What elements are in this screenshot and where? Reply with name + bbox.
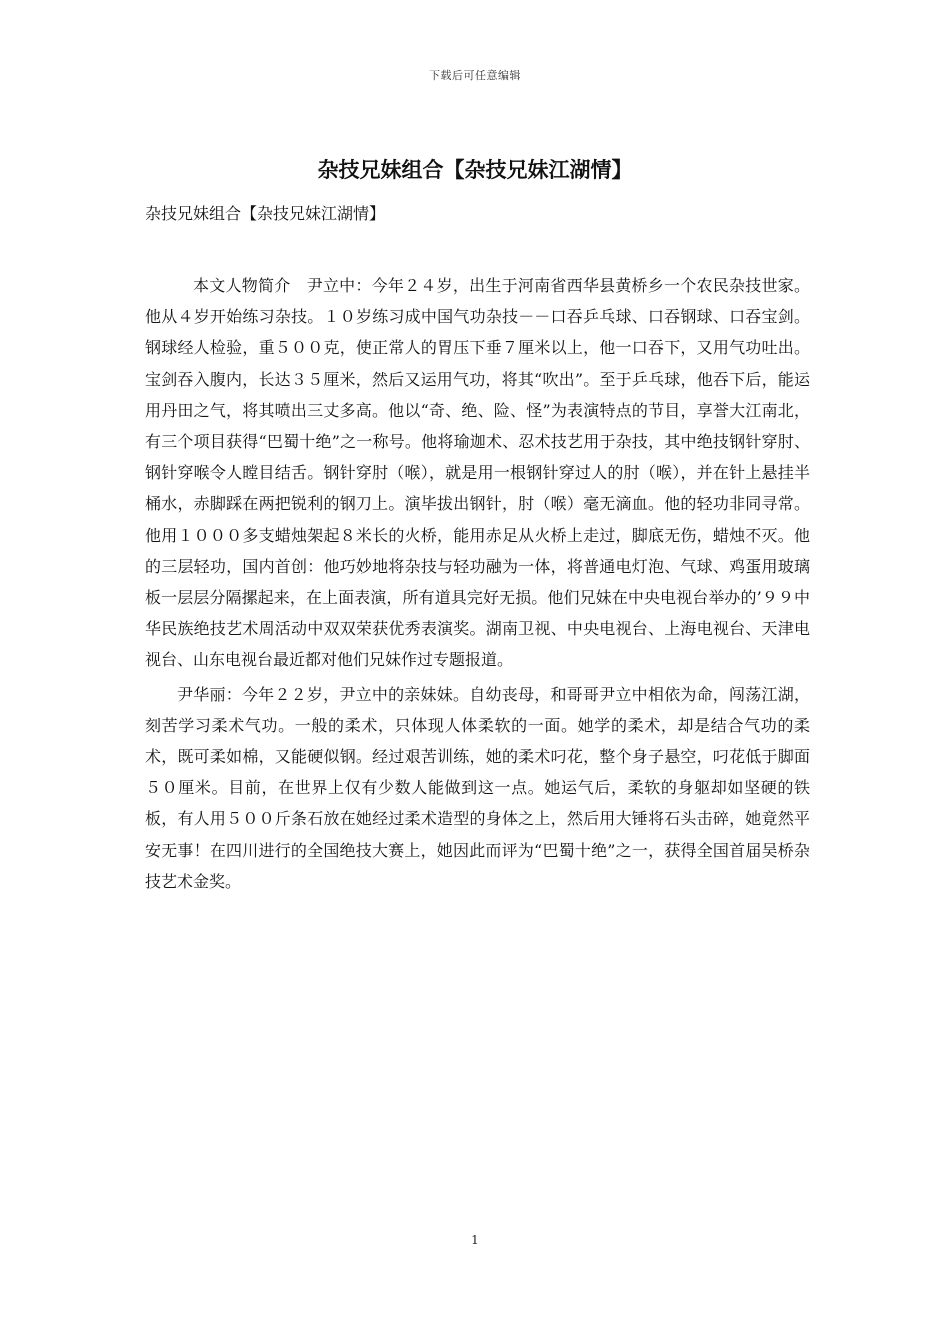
paragraph-yin-huali: 尹华丽：今年２２岁，尹立中的亲妹妹。自幼丧母，和哥哥尹立中相依为命，闯荡江湖，刻苦学习柔术气功。一般的柔术，只体现人体柔软的一面。她学的柔术，却是结合气功的柔术，既可柔如棉，又能硬似钢。经过艰苦训练，她的柔术叼花，整个身子悬空，叼花低于脚面５０厘米。目前，在世界上仅有少数人能做到这一点。她运气后，柔软的身躯却如坚硬的铁板，有人用５００斤条石放在她经过柔术造型的身体之上，然后用大锤将石头击碎，她竟然平安无事！在四川进行的全国绝技大赛上，她因此而评为“巴蜀十绝”之一，获得全国首届吴桥杂技艺术金奖。 bbox=[145, 684, 810, 891]
document-title: 杂技兄妹组合【杂技兄妹江湖情】 bbox=[317, 157, 633, 182]
page-header: 下载后可任意编辑 bbox=[429, 69, 521, 82]
document-subtitle: 杂技兄妹组合【杂技兄妹江湖情】 bbox=[145, 204, 386, 223]
document-body bbox=[145, 270, 810, 900]
page-number: 1 bbox=[471, 1233, 479, 1247]
paragraph-yin-lizhong: 本文人物简介 尹立中：今年２４岁，出生于河南省西华县黄桥乡一个农民杂技世家。他从４岁开始练习杂技。１０岁练习成中国气功杂技－－口吞乒乓球、口吞钢球、口吞宝剑。钢球经人检验，重５００克，使正常人的胃压下垂７厘米以上，他一口吞下，又用气功吐出。宝剑吞入腹内，长达３５厘米，然后又运用气功，将其“吹出”。至于乒乓球，他吞下后，能运用丹田之气，将其喷出三丈多高。他以“奇、绝、险、怪”为表演特点的节目，享誉大江南北，有三个项目获得“巴蜀十绝”之一称号。他将瑜迦术、忍术技艺用于杂技，其中绝技钢针穿肘、钢针穿喉令人瞠目结舌。钢针穿肘（喉），就是用一根钢针穿过人的肘（喉），并在针上悬挂半桶水，赤脚踩在两把锐利的钢刀上。演毕拔出钢针，肘（喉）毫无滴血。他的轻功非同寻常。他用１０００多支蜡烛架起８米长的火桥，能用赤足从火桥上走过，脚底无伤，蜡烛不灭。他的三层轻功，国内首创：他巧妙地将杂技与轻功融为一体，将普通电灯泡、气球、鸡蛋用玻璃板一层层分隔摞起来，在上面表演，所有道具完好无损。他们兄妹在中央电视台举办的’９９中华民族绝技艺术周活动中双双荣获优秀表演奖。湖南卫视、中央电视台、上海电视台、天津电视台、山东电视台最近都对他们兄妹作过专题报道。 bbox=[145, 276, 810, 670]
